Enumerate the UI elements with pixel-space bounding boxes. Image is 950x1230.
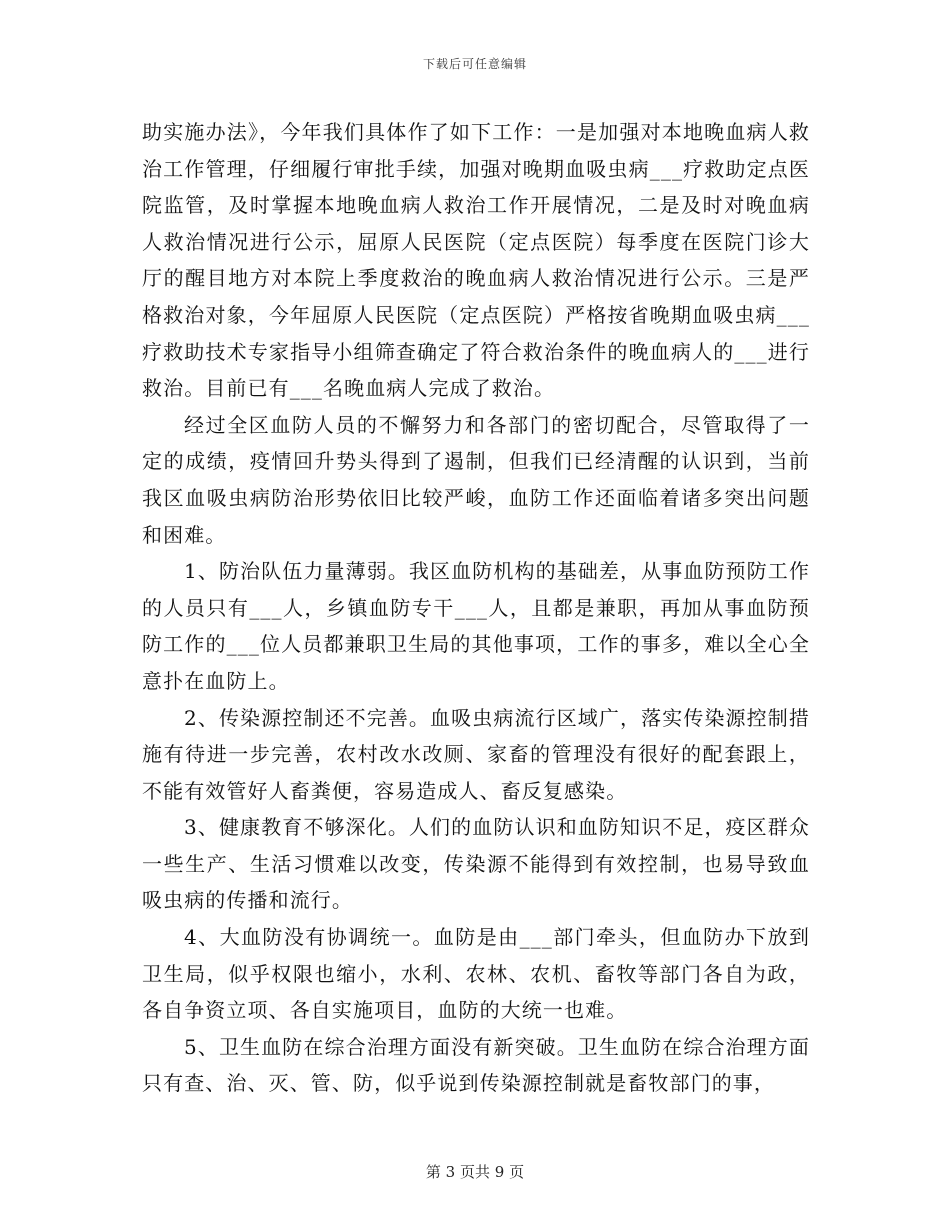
paragraph-6: 4、大血防没有协调统一。血防是由___部门牵头，但血防办下放到卫生局，似乎权限也缩小，水利、农林、农机、畜牧等部门各自为政，各自争资立项、各自实施项目，血防的大统一也难。 [142, 925, 810, 1023]
paragraph-4: 2、传染源控制还不完善。血吸虫病流行区域广，落实传染源控制措施有待进一步完善，农村改水改厕、家畜的管理没有很好的配套跟上，不能有效管好人畜粪便，容易造成人、畜反复感染。 [142, 705, 810, 803]
paragraph-5: 3、健康教育不够深化。人们的血防认识和血防知识不足，疫区群众一些生产、生活习惯难以改变，传染源不能得到有效控制，也易导致血吸虫病的传播和流行。 [142, 815, 810, 913]
paragraph-7: 5、卫生血防在综合治理方面没有新突破。卫生血防在综合治理方面只有查、治、灭、管、防，似乎说到传染源控制就是畜牧部门的事， [142, 1034, 810, 1096]
page-header: 下载后可任意编辑 [422, 57, 527, 71]
document-body [142, 114, 810, 1102]
page-footer: 第 3 页共 9 页 [425, 1163, 525, 1181]
paragraph-3: 1、防治队伍力量薄弱。我区血防机构的基础差，从事血防预防工作的人员只有___人，乡镇血防专干___人，且都是兼职，再加从事血防预防工作的___位人员都兼职卫生局的其他事项，工作的事多，难以全心全意扑在血防上。 [142, 559, 810, 693]
paragraph-2: 经过全区血防人员的不懈努力和各部门的密切配合，尽管取得了一定的成绩，疫情回升势头得到了遏制，但我们已经清醒的认识到，当前我区血吸虫病防治形势依旧比较严峻，血防工作还面临着诸多突出问题和困难。 [142, 412, 810, 547]
paragraph-1: 助实施办法》，今年我们具体作了如下工作：一是加强对本地晚血病人救治工作管理，仔细履行审批手续，加强对晚期血吸虫病___疗救助定点医院监管，及时掌握本地晚血病人救治工作开展情况，二是及时对晚血病人救治情况进行公示，屈原人民医院（定点医院）每季度在医院门诊大厅的醒目地方对本院上季度救治的晚血病人救治情况进行公示。三是严格救治对象，今年屈原人民医院（定点医院）严格按省晚期血吸虫病___疗救助技术专家指导小组筛查确定了符合救治条件的晚血病人的___进行救治。目前已有___名晚血病人完成了救治。 [142, 120, 810, 401]
